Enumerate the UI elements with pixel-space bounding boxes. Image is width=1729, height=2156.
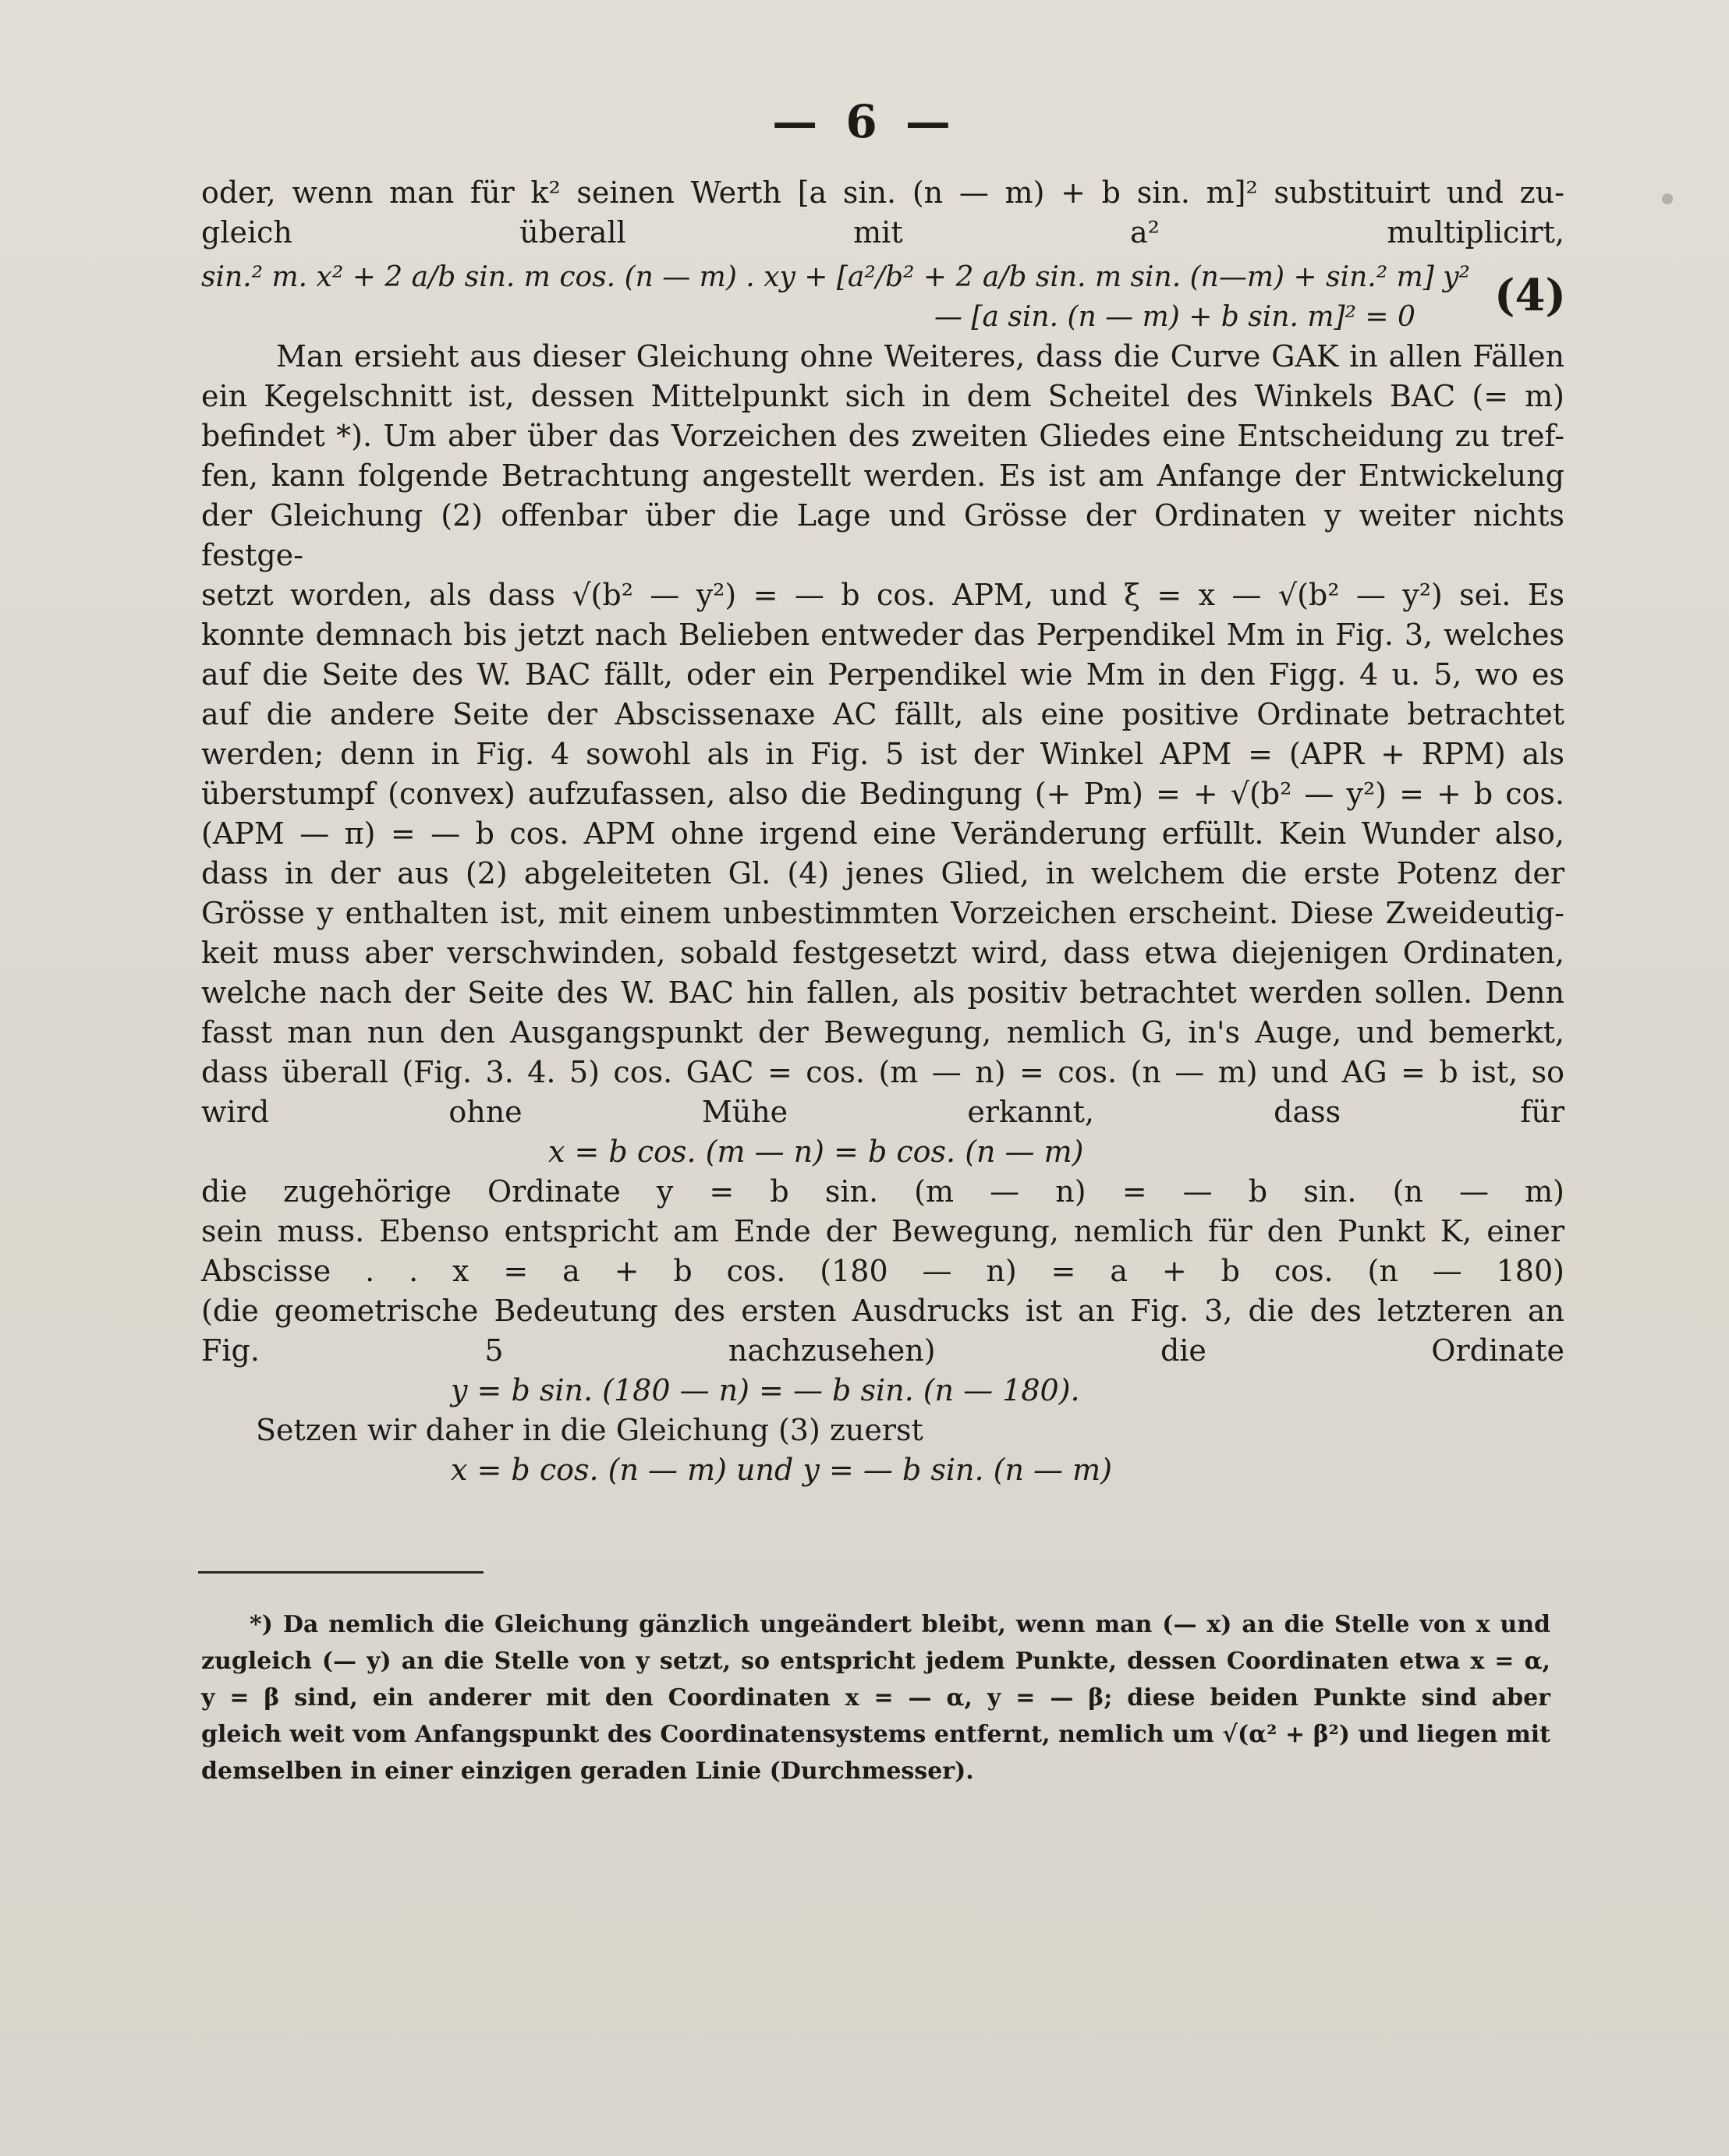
- footnote-line: y = β sind, ein anderer mit den Coordinaten x = — α, y = — β; diese beiden Punkte sind aber: [201, 1684, 1550, 1712]
- text-line: auf die andere Seite der Abscissenaxe AC fällt, als eine positive Ordinate betrachtet: [201, 697, 1564, 731]
- equation-4-line-2: — [a sin. (n — m) + b sin. m]² = 0: [934, 301, 1415, 333]
- equation-y-end: y = b sin. (180 — n) = — b sin. (n — 180).: [451, 1373, 1080, 1407]
- footnote-separator: [198, 1571, 484, 1574]
- text-line: dass in der aus (2) abgeleiteten Gl. (4) jenes Glied, in welchem die erste Potenz der: [201, 856, 1564, 890]
- text-line: Setzen wir daher in die Gleichung (3) zuerst: [256, 1413, 923, 1447]
- main-text-column: [201, 173, 1564, 1490]
- text-line: fasst man nun den Ausgangspunkt der Bewegung, nemlich G, in's Auge, und bemerkt,: [201, 1015, 1564, 1050]
- footnote-line: gleich weit vom Anfangspunkt des Coordinatensystems entfernt, nemlich um √(α² + β²) und liegen mit: [201, 1721, 1550, 1748]
- text-line: Abscisse . . x = a + b cos. (180 — n) = a + b cos. (n — 180): [201, 1254, 1564, 1288]
- equation-4-line-1: sin.² m. x² + 2 a/b sin. m cos. (n — m) . xy + [a²/b² + 2 a/b sin. m sin. (n—m) + sin.² m] y²: [201, 261, 1470, 293]
- text-line: Man ersieht aus dieser Gleichung ohne Weiteres, dass die Curve GAK in allen Fällen: [276, 339, 1564, 373]
- paragraph-intro: [201, 173, 1564, 253]
- text-line: (APM — π) = — b cos. APM ohne irgend eine Veränderung erfüllt. Kein Wunder also,: [201, 816, 1564, 851]
- footnote-line: demselben in einer einzigen geraden Linie (Durchmesser).: [201, 1758, 974, 1785]
- footnote: [201, 1606, 1550, 1790]
- equation-substitution: x = b cos. (n — m) und y = — b sin. (n — m): [451, 1453, 1112, 1487]
- text-line: (die geometrische Bedeutung des ersten Ausdrucks ist an Fig. 3, die des letzteren an: [201, 1294, 1564, 1328]
- text-line: werden; denn in Fig. 4 sowohl als in Fig. 5 ist der Winkel APM = (APR + RPM) als: [201, 737, 1564, 771]
- equation-number: (4): [1494, 270, 1566, 321]
- paragraph-ordinates: [201, 1172, 1564, 1371]
- text-line: Fig. 5 nachzusehen) die Ordinate: [201, 1333, 1564, 1368]
- text-line: setzt worden, als dass √(b² — y²) = — b cos. APM, und ξ = x — √(b² — y²) sei. Es: [201, 578, 1564, 612]
- footnote-line: zugleich (— y) an die Stelle von y setzt, so entspricht jedem Punkte, dessen Coordinaten etwa x = α,: [201, 1648, 1550, 1675]
- text-line: auf die Seite des W. BAC fällt, oder ein Perpendikel wie Mm in den Figg. 4 u. 5, wo es: [201, 657, 1564, 692]
- equation-x-start: x = b cos. (m — n) = b cos. (n — m): [548, 1135, 1084, 1169]
- footnote-line: *) Da nemlich die Gleichung gänzlich ungeändert bleibt, wenn man (— x) an die Stelle von x und: [250, 1611, 1550, 1638]
- page-number: — 6 —: [772, 95, 957, 148]
- text-line: gleich überall mit a² multiplicirt,: [201, 215, 1564, 250]
- text-line: wird ohne Mühe erkannt, dass für: [201, 1095, 1564, 1129]
- equation-4: [201, 257, 1564, 337]
- text-line: überstumpf (convex) aufzufassen, also die Bedingung (+ Pm) = + √(b² — y²) = + b cos.: [201, 777, 1564, 811]
- text-line: ein Kegelschnitt ist, dessen Mittelpunkt sich in dem Scheitel des Winkels BAC (= m): [201, 379, 1564, 413]
- text-line: dass überall (Fig. 3. 4. 5) cos. GAC = cos. (m — n) = cos. (n — m) und AG = b ist, so: [201, 1055, 1564, 1089]
- text-line: konnte demnach bis jetzt nach Belieben entweder das Perpendikel Mm in Fig. 3, welches: [201, 618, 1564, 652]
- text-line: fen, kann folgende Betrachtung angestellt werden. Es ist am Anfange der Entwickelung: [201, 458, 1564, 493]
- paragraph-main: [201, 337, 1564, 1132]
- text-line: der Gleichung (2) offenbar über die Lage und Grösse der Ordinaten y weiter nichts festge-: [201, 498, 1564, 572]
- text-line: welche nach der Seite des W. BAC hin fallen, als positiv betrachtet werden sollen. Denn: [201, 975, 1564, 1010]
- text-line: die zugehörige Ordinate y = b sin. (m — n) = — b sin. (n — m): [201, 1174, 1564, 1209]
- text-line: oder, wenn man für k² seinen Werth [a sin. (n — m) + b sin. m]² substituirt und zu-: [201, 175, 1564, 210]
- ink-spot: [1662, 193, 1673, 204]
- text-line: befindet *). Um aber über das Vorzeichen des zweiten Gliedes eine Entscheidung zu tref-: [201, 419, 1564, 453]
- text-line: sein muss. Ebenso entspricht am Ende der Bewegung, nemlich für den Punkt K, einer: [201, 1214, 1564, 1248]
- text-line: keit muss aber verschwinden, sobald festgesetzt wird, dass etwa diejenigen Ordinaten,: [201, 936, 1564, 970]
- text-line: Grösse y enthalten ist, mit einem unbestimmten Vorzeichen erscheint. Diese Zweideutig-: [201, 896, 1564, 930]
